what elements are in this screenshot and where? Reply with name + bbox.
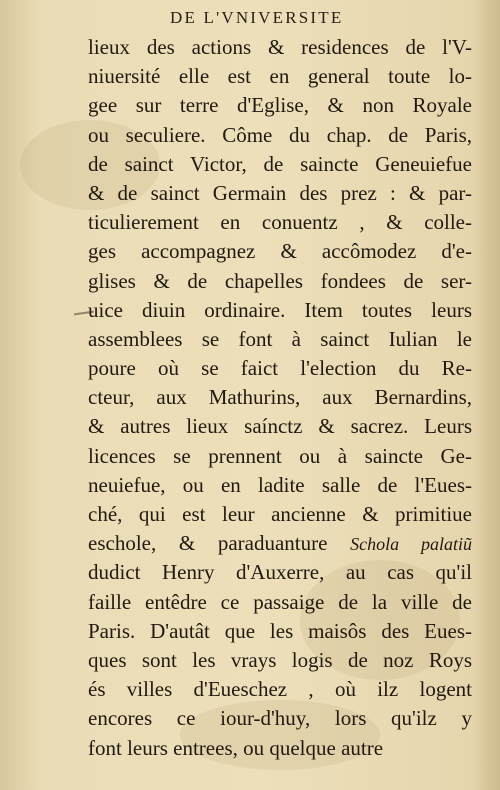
- text-line: Paris. D'autât que les maisôs des Eues-: [88, 618, 472, 643]
- text-line: gee sur terre d'Eglise, & non Royale: [88, 93, 472, 118]
- text-line: lieux des actions & residences de l'V-: [88, 35, 472, 59]
- text-line: & de sainct Germain des prez : & par-: [88, 180, 472, 205]
- text-line: és villes d'Eueschez , où ilz logent: [88, 677, 472, 702]
- text-line: licences se prennent ou à saincte Ge-: [88, 443, 472, 468]
- body-text: [88, 33, 472, 763]
- text-line: uice diuin ordinaire. Item toutes leurs: [88, 297, 472, 322]
- text-line: niuersité elle est en general toute lo-: [88, 64, 472, 89]
- text-line: ges accompagnez & accômodez d'e-: [88, 239, 472, 264]
- text-line: dudict Henry d'Auxerre, au cas qu'il: [88, 560, 472, 585]
- text-line: ché, qui est leur ancienne & primitiue: [88, 502, 472, 526]
- text-line: ticulierement en conuentz , & colle-: [88, 210, 472, 235]
- text-line: font leurs entrees, ou quelque autre: [88, 735, 384, 760]
- text-line: neuiefue, ou en ladite salle de l'Eues-: [88, 472, 472, 497]
- text-line: ques sont les vrays logis de noz Roys: [88, 647, 472, 672]
- text-line: poure où se faict l'election du Re-: [88, 356, 472, 381]
- text-segment: eschole, & paraduanture: [88, 531, 328, 556]
- text-line: de sainct Victor, de saincte Geneuiefue: [88, 151, 472, 176]
- text-line: cteur, aux Mathurins, aux Bernardins,: [88, 385, 472, 410]
- text-line: faille entêdre ce passaige de la ville de: [88, 589, 472, 614]
- running-head: DE L'VNIVERSITE: [170, 8, 344, 27]
- text-line: ou seculiere. Côme du chap. de Paris,: [88, 122, 472, 147]
- text-line: assemblees se font à sainct Iulian le: [88, 326, 472, 351]
- text-line: [88, 529, 472, 558]
- text-line: & autres lieux saínctz & sacrez. Leurs: [88, 414, 472, 439]
- italic-phrase: Schola palatiũ: [350, 534, 472, 555]
- text-line: encores ce iour-d'huy, lors qu'ilz y: [88, 706, 472, 731]
- text-line: glises & de chapelles fondees de ser-: [88, 268, 472, 293]
